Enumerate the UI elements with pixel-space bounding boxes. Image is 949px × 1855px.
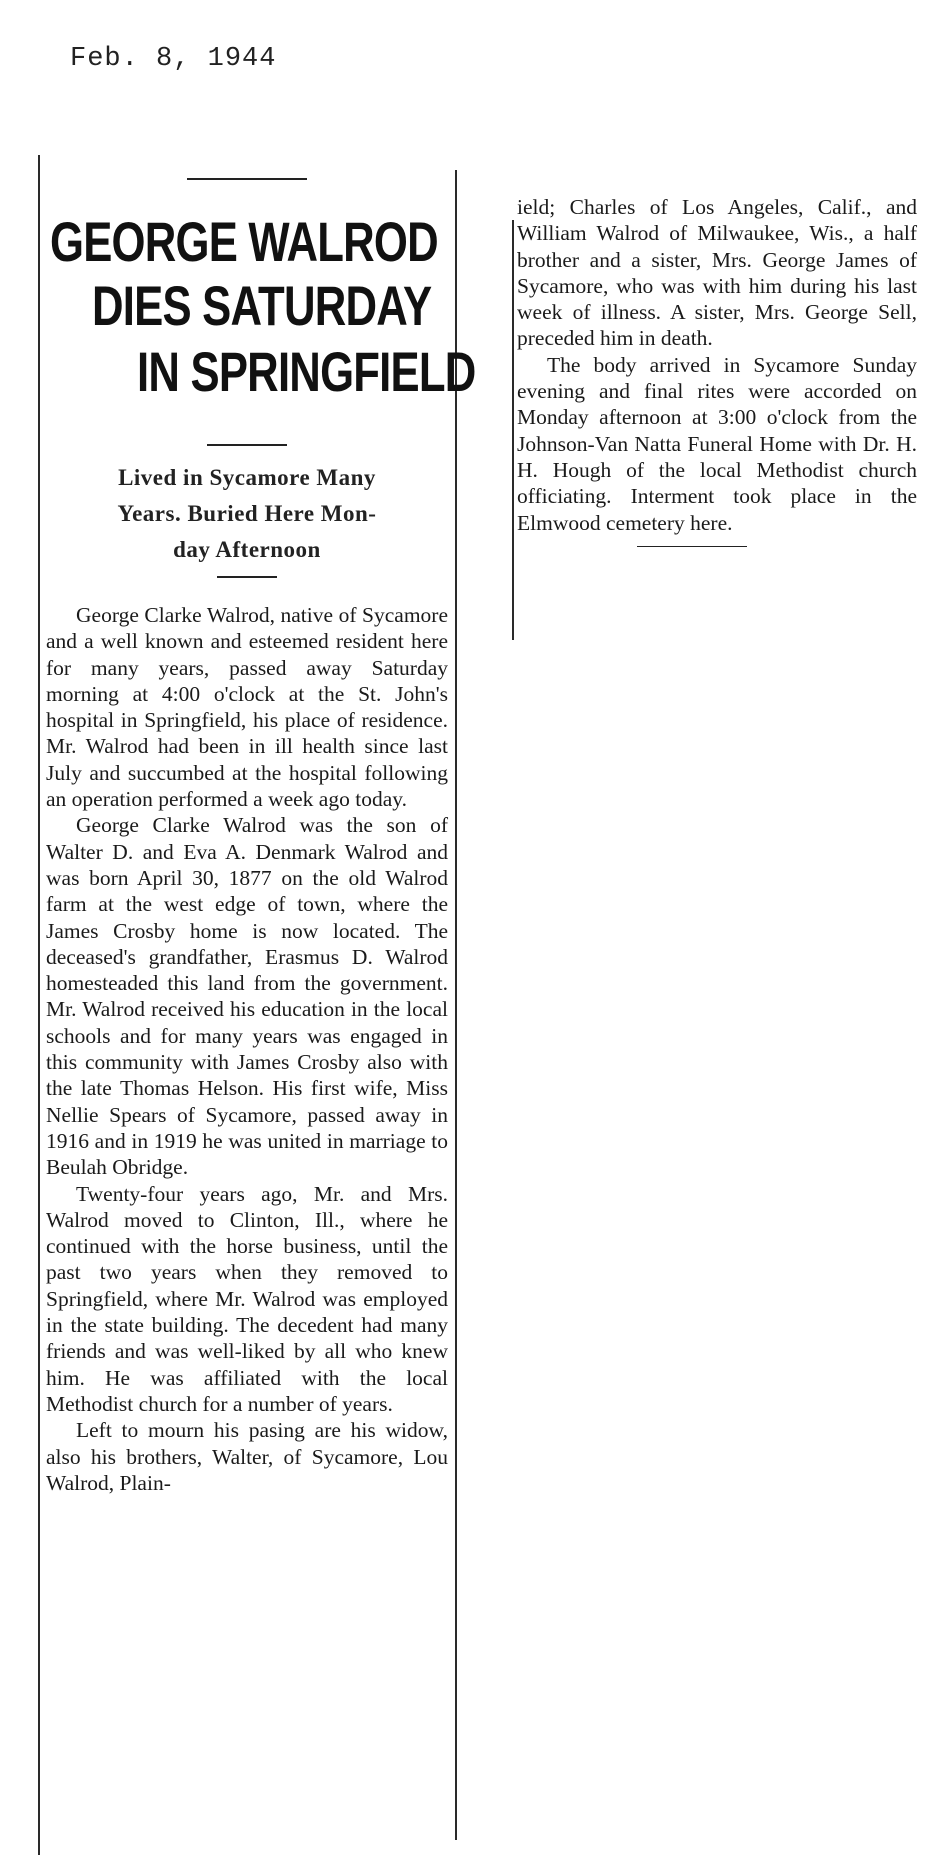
article-column-right <box>517 194 917 547</box>
headline-line-1: GEORGE WALROD <box>50 210 438 273</box>
headline-rule <box>207 444 287 446</box>
subhead-rule <box>217 576 277 578</box>
right-column-rule <box>512 220 514 640</box>
paragraph-1: George Clarke Walrod, native of Sycamore and a well known and esteemed resident here for many years, passed away Saturday morning at 4:00 o'clock at the St. John's hospital in Springfield, his place of residence. Mr. Walrod had been in ill health since last July and succumbed at the hospital following an operation performed a week ago today. <box>46 603 448 812</box>
left-column-rule <box>38 155 40 1855</box>
subhead-line-3: day Afternoon <box>173 537 321 562</box>
subheadline <box>42 460 452 568</box>
paragraph-2: George Clarke Walrod was the son of Walter D. and Eva A. Denmark Walrod and was born April 30, 1877 on the old Walrod farm at the west edge of town, where the James Crosby home is now located. The deceased's grandfather, Erasmus D. Walrod homesteaded this land from the government. Mr. Walrod received his education in the local schools and for many years was engaged in this community with James Crosby also with the late Thomas Helson. His first wife, Miss Nellie Spears of Sycamore, passed away in 1916 and in 1919 he was united in marriage to Beulah Obridge. <box>46 813 448 1180</box>
clipping-date: Feb. 8, 1944 <box>70 44 277 74</box>
headline-line-3: IN SPRINGFIELD <box>137 340 476 403</box>
paragraph-4: Left to mourn his pasing are his widow, also his brothers, Walter, of Sycamore, Lou Walrod, Plain- <box>46 1418 448 1495</box>
headline <box>42 210 476 410</box>
headline-line-2: DIES SATURDAY <box>92 274 432 337</box>
subhead-line-1: Lived in Sycamore Many <box>118 465 376 490</box>
paragraph-5: ield; Charles of Los Angeles, Calif., and William Walrod of Milwaukee, Wis., a half brother and a sister, Mrs. George James of Sycamore, who was with him during his last week of illness. A sister, Mrs. George Sell, preceded him in death. <box>517 195 917 351</box>
center-column-rule <box>455 170 457 1840</box>
end-rule <box>637 546 747 547</box>
paragraph-6: The body arrived in Sycamore Sunday evening and final rites were accorded on Monday afternoon at 3:00 o'clock from the Johnson-Van Natta Funeral Home with Dr. H. H. Hough of the local Methodist church officiating. Interment took place in the Elmwood cemetery here. <box>517 352 917 535</box>
subhead-line-2: Years. Buried Here Mon- <box>117 501 377 526</box>
top-rule <box>187 178 307 180</box>
article-column-left <box>42 180 476 1496</box>
paragraph-3: Twenty-four years ago, Mr. and Mrs. Walrod moved to Clinton, Ill., where he continued with the horse business, until the past two years when they removed to Springfield, where Mr. Walrod was employed in the state building. The decedent had many friends and was well-liked by all who knew him. He was affiliated with the local Methodist church for a number of years. <box>46 1181 448 1416</box>
